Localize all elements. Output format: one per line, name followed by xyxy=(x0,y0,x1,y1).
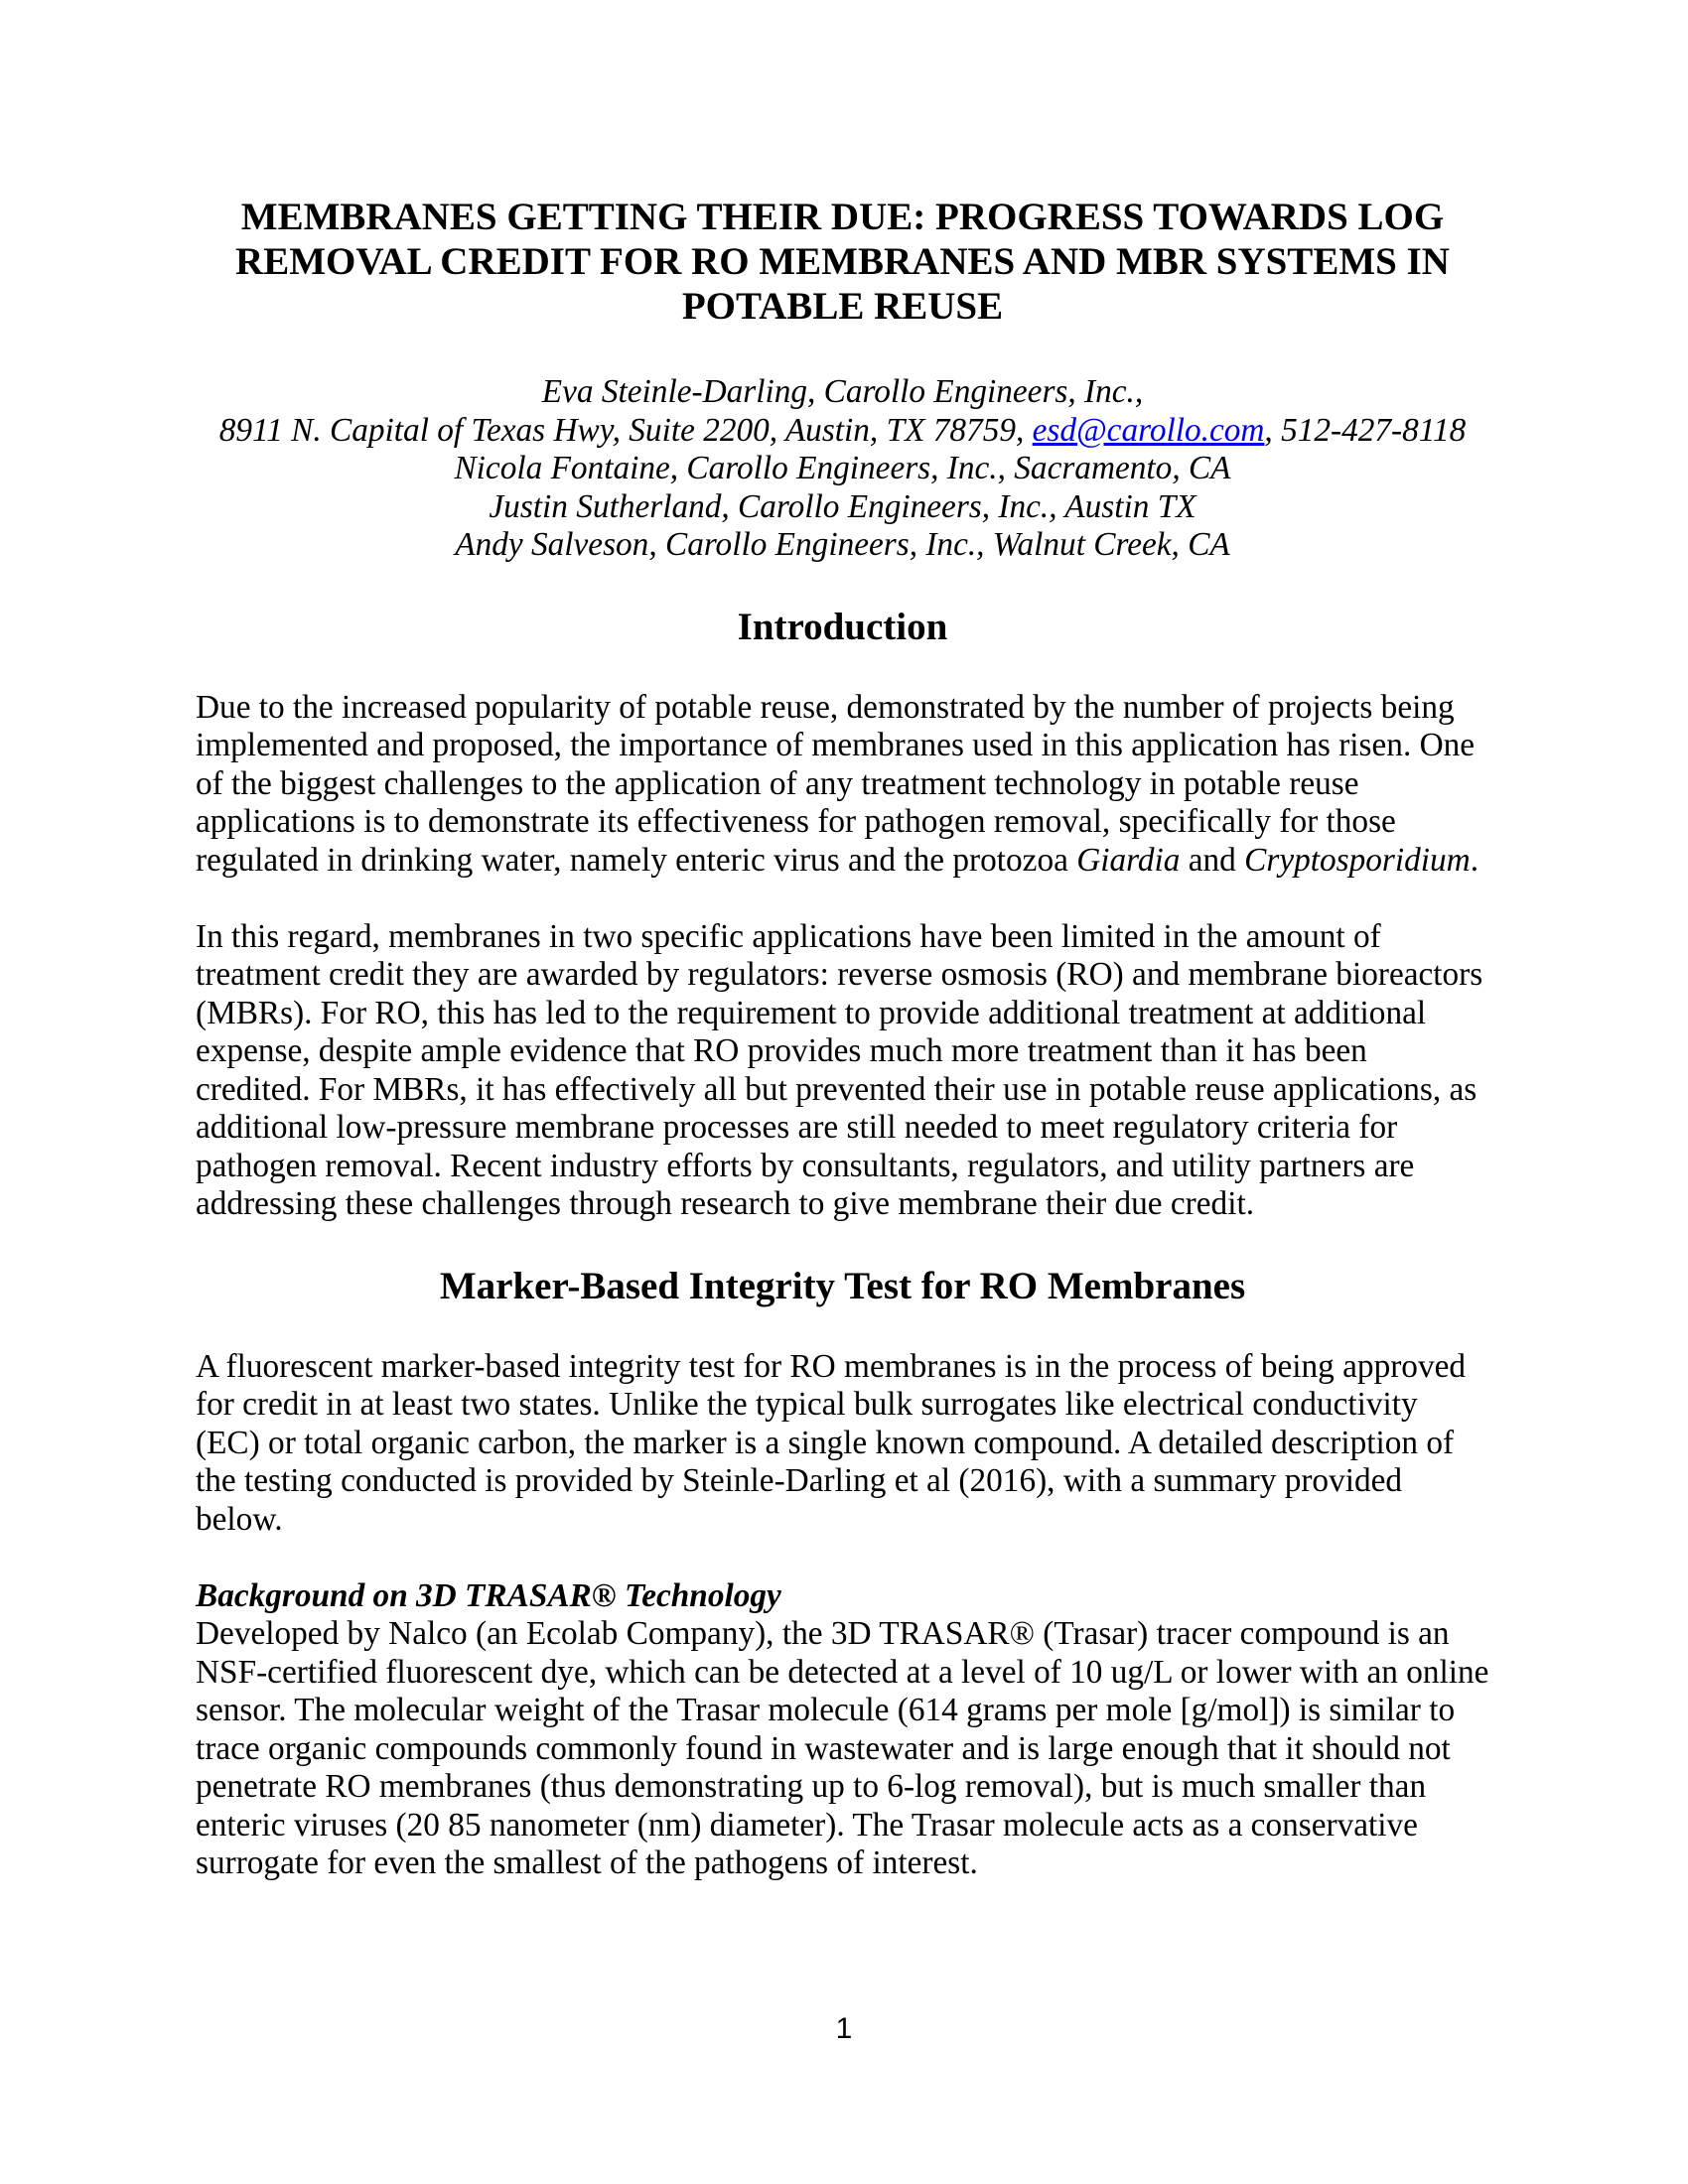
paragraph-marker-test xyxy=(196,1348,1489,1540)
section-heading-introduction: Introduction xyxy=(737,605,948,648)
page-number: 1 xyxy=(835,2012,853,2045)
author-line-5 xyxy=(196,526,1489,565)
title-line-1: MEMBRANES GETTING THEIR DUE: PROGRESS TOWARDS LOG xyxy=(240,196,1445,238)
section-heading-marker-test: Marker-Based Integrity Test for RO Membranes xyxy=(439,1264,1246,1307)
author-line-2 xyxy=(196,412,1489,451)
text-segment: Justin Sutherland, Carollo Engineers, Inc., Austin TX xyxy=(489,487,1196,525)
text-segment: , 512-427-8118 xyxy=(1264,411,1467,449)
email-link[interactable]: esd@carollo.com xyxy=(1032,411,1265,449)
paragraph-intro-2 xyxy=(196,918,1489,1224)
text-segment: Developed by Nalco (an Ecolab Company), the 3D TRASAR® (Trasar) tracer compound is an NSF-certified fluorescent dye, which can be detected at a level of 10 ug/L or lower with an online sensor. The molecular weight of the Trasar molecule (614 grams per mole [g/mol]) is similar to trace organic compounds commonly found in wastewater and is large enough that it should not penetrate RO membranes (thus demonstrating up to 6-log removal), but is much smaller than enteric viruses (20 85 nanometer (nm) diameter). The Trasar molecule acts as a conservative surrogate for even the smallest of the pathogens of interest. xyxy=(196,1615,1489,1881)
text-segment: Nicola Fontaine, Carollo Engineers, Inc., Sacramento, CA xyxy=(454,450,1231,486)
page-footer xyxy=(0,2011,1688,2047)
text-segment: Eva Steinle-Darling, Carollo Engineers, Inc., xyxy=(541,373,1144,410)
title-line-3: POTABLE REUSE xyxy=(681,285,1004,328)
author-block xyxy=(196,373,1489,565)
text-segment: 8911 N. Capital of Texas Hwy, Suite 2200, Austin, TX 78759, xyxy=(218,411,1033,449)
text-segment: In this regard, membranes in two specific applications have been limited in the amount of treatment credit they are awarded by regulators: reverse osmosis (RO) and membrane bioreactors (MBRs). For RO, this has led to the requirement to provide additional treatment at additional expense, despite ample evidence that RO provides much more treatment than it has been credited. For MBRs, it has effectively all but prevented their use in potable reuse applications, as additional low-pressure membrane processes are still needed to meet regulatory criteria for pathogen removal. Recent industry efforts by consultants, regulators, and utility partners are addressing these challenges through research to give membrane their due credit. xyxy=(196,917,1483,1222)
paragraph-trasar-background xyxy=(196,1615,1489,1883)
text-segment: A fluorescent marker-based integrity test for RO membranes is in the process of being approved for credit in at least two states. Unlike the typical bulk surrogates like electrical conductivity (EC) or total organic carbon, the marker is a single known compound. A detailed description of the testing conducted is provided by Steinle-Darling et al (2016), with a summary provided below. xyxy=(196,1347,1467,1538)
author-line-4 xyxy=(196,488,1489,527)
paper-title xyxy=(196,195,1489,329)
text-segment: Cryptosporidium xyxy=(1244,841,1471,879)
subsection-heading-trasar: Background on 3D TRASAR® Technology xyxy=(196,1576,781,1614)
text-segment: Andy Salveson, Carollo Engineers, Inc., Walnut Creek, CA xyxy=(455,526,1230,563)
author-line-1 xyxy=(196,373,1489,412)
text-segment: Due to the increased popularity of potable reuse, demonstrated by the number of projects being implemented and proposed, the importance of membranes used in this application has risen. One of the biggest challenges to the application of any treatment technology in potable reuse applications is to demonstrate its effectiveness for pathogen removal, specifically for those regulated in drinking water, namely enteric virus and the protozoa xyxy=(196,688,1476,879)
text-segment: and xyxy=(1180,841,1245,879)
author-line-3 xyxy=(196,450,1489,488)
title-line-2: REMOVAL CREDIT FOR RO MEMBRANES AND MBR SYSTEMS IN xyxy=(235,240,1450,283)
paragraph-intro-1 xyxy=(196,689,1489,881)
text-segment: Giardia xyxy=(1076,841,1181,879)
text-segment: . xyxy=(1470,841,1479,879)
